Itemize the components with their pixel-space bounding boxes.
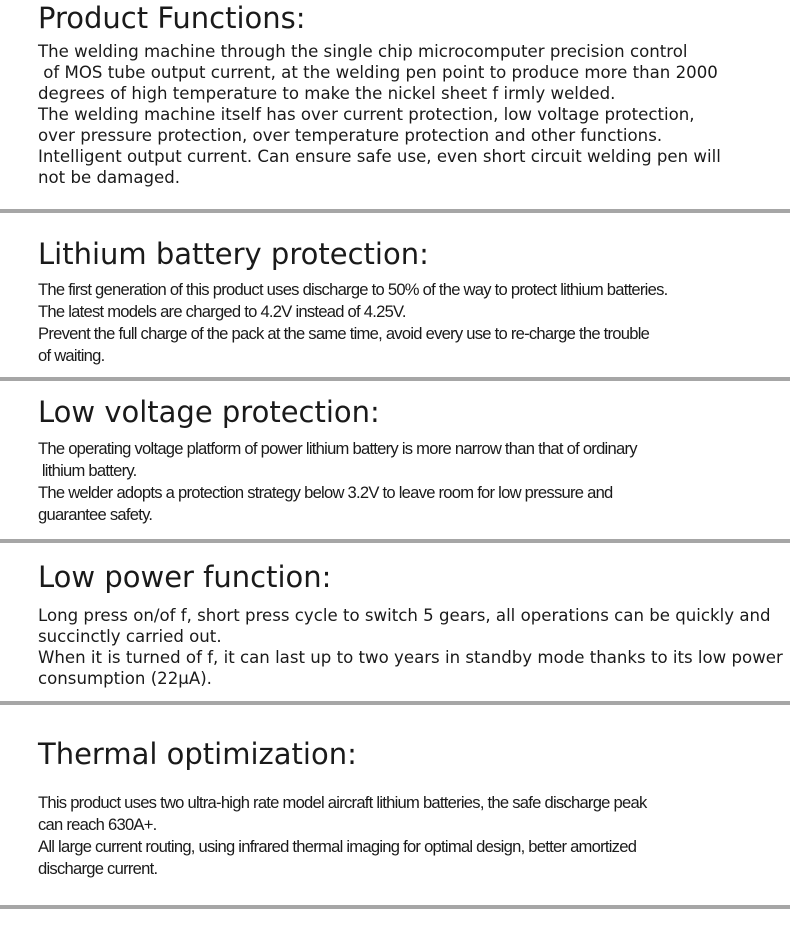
section-divider xyxy=(0,539,790,543)
body-line: of waiting. xyxy=(38,346,105,365)
section-divider xyxy=(0,377,790,381)
body-line: lithium battery. xyxy=(38,461,137,480)
body-line: When it is turned of f, it can last up to two years in standby mode thanks to its low power xyxy=(38,648,783,667)
body-line: not be damaged. xyxy=(38,168,181,187)
section-body xyxy=(38,605,783,689)
section-title: Lithium battery protection: xyxy=(38,237,429,271)
body-line: over pressure protection, over temperature protection and other functions. xyxy=(38,126,663,145)
section-body xyxy=(38,41,783,188)
body-line: guarantee safety. xyxy=(38,505,153,524)
body-line: Intelligent output current. Can ensure safe use, even short circuit welding pen will xyxy=(38,147,721,166)
body-line: The welding machine through the single chip microcomputer precision control xyxy=(38,42,688,61)
section-title: Thermal optimization: xyxy=(38,737,357,771)
body-line: The welder adopts a protection strategy below 3.2V to leave room for low pressure and xyxy=(38,483,613,502)
body-line: All large current routing, using infrared thermal imaging for optimal design, better amortized xyxy=(38,837,637,856)
section-title: Low voltage protection: xyxy=(38,395,380,429)
body-line: The latest models are charged to 4.2V instead of 4.25V. xyxy=(38,302,406,321)
section-body xyxy=(38,792,783,880)
body-line: of MOS tube output current, at the welding pen point to produce more than 2000 xyxy=(38,63,718,82)
section-divider xyxy=(0,905,790,909)
body-line: Prevent the full charge of the pack at the same time, avoid every use to re-charge the trouble xyxy=(38,324,650,343)
section-divider xyxy=(0,701,790,705)
body-line: succinctly carried out. xyxy=(38,627,222,646)
body-line: The operating voltage platform of power lithium battery is more narrow than that of ordinary xyxy=(38,439,637,458)
body-line: discharge current. xyxy=(38,859,158,878)
body-line: This product uses two ultra-high rate model aircraft lithium batteries, the safe discharge peak xyxy=(38,793,647,812)
body-line: consumption (22μA). xyxy=(38,669,212,688)
body-line: The first generation of this product uses discharge to 50% of the way to protect lithium batteries. xyxy=(38,280,668,299)
body-line: The welding machine itself has over current protection, low voltage protection, xyxy=(38,105,695,124)
section-title: Low power function: xyxy=(38,560,332,594)
body-line: degrees of high temperature to make the nickel sheet f irmly welded. xyxy=(38,84,616,103)
section-title: Product Functions: xyxy=(38,1,306,35)
body-line: can reach 630A+. xyxy=(38,815,157,834)
section-divider xyxy=(0,209,790,213)
section-body xyxy=(38,279,783,367)
body-line: Long press on/of f, short press cycle to switch 5 gears, all operations can be quickly and xyxy=(38,606,771,625)
section-body xyxy=(38,438,783,526)
